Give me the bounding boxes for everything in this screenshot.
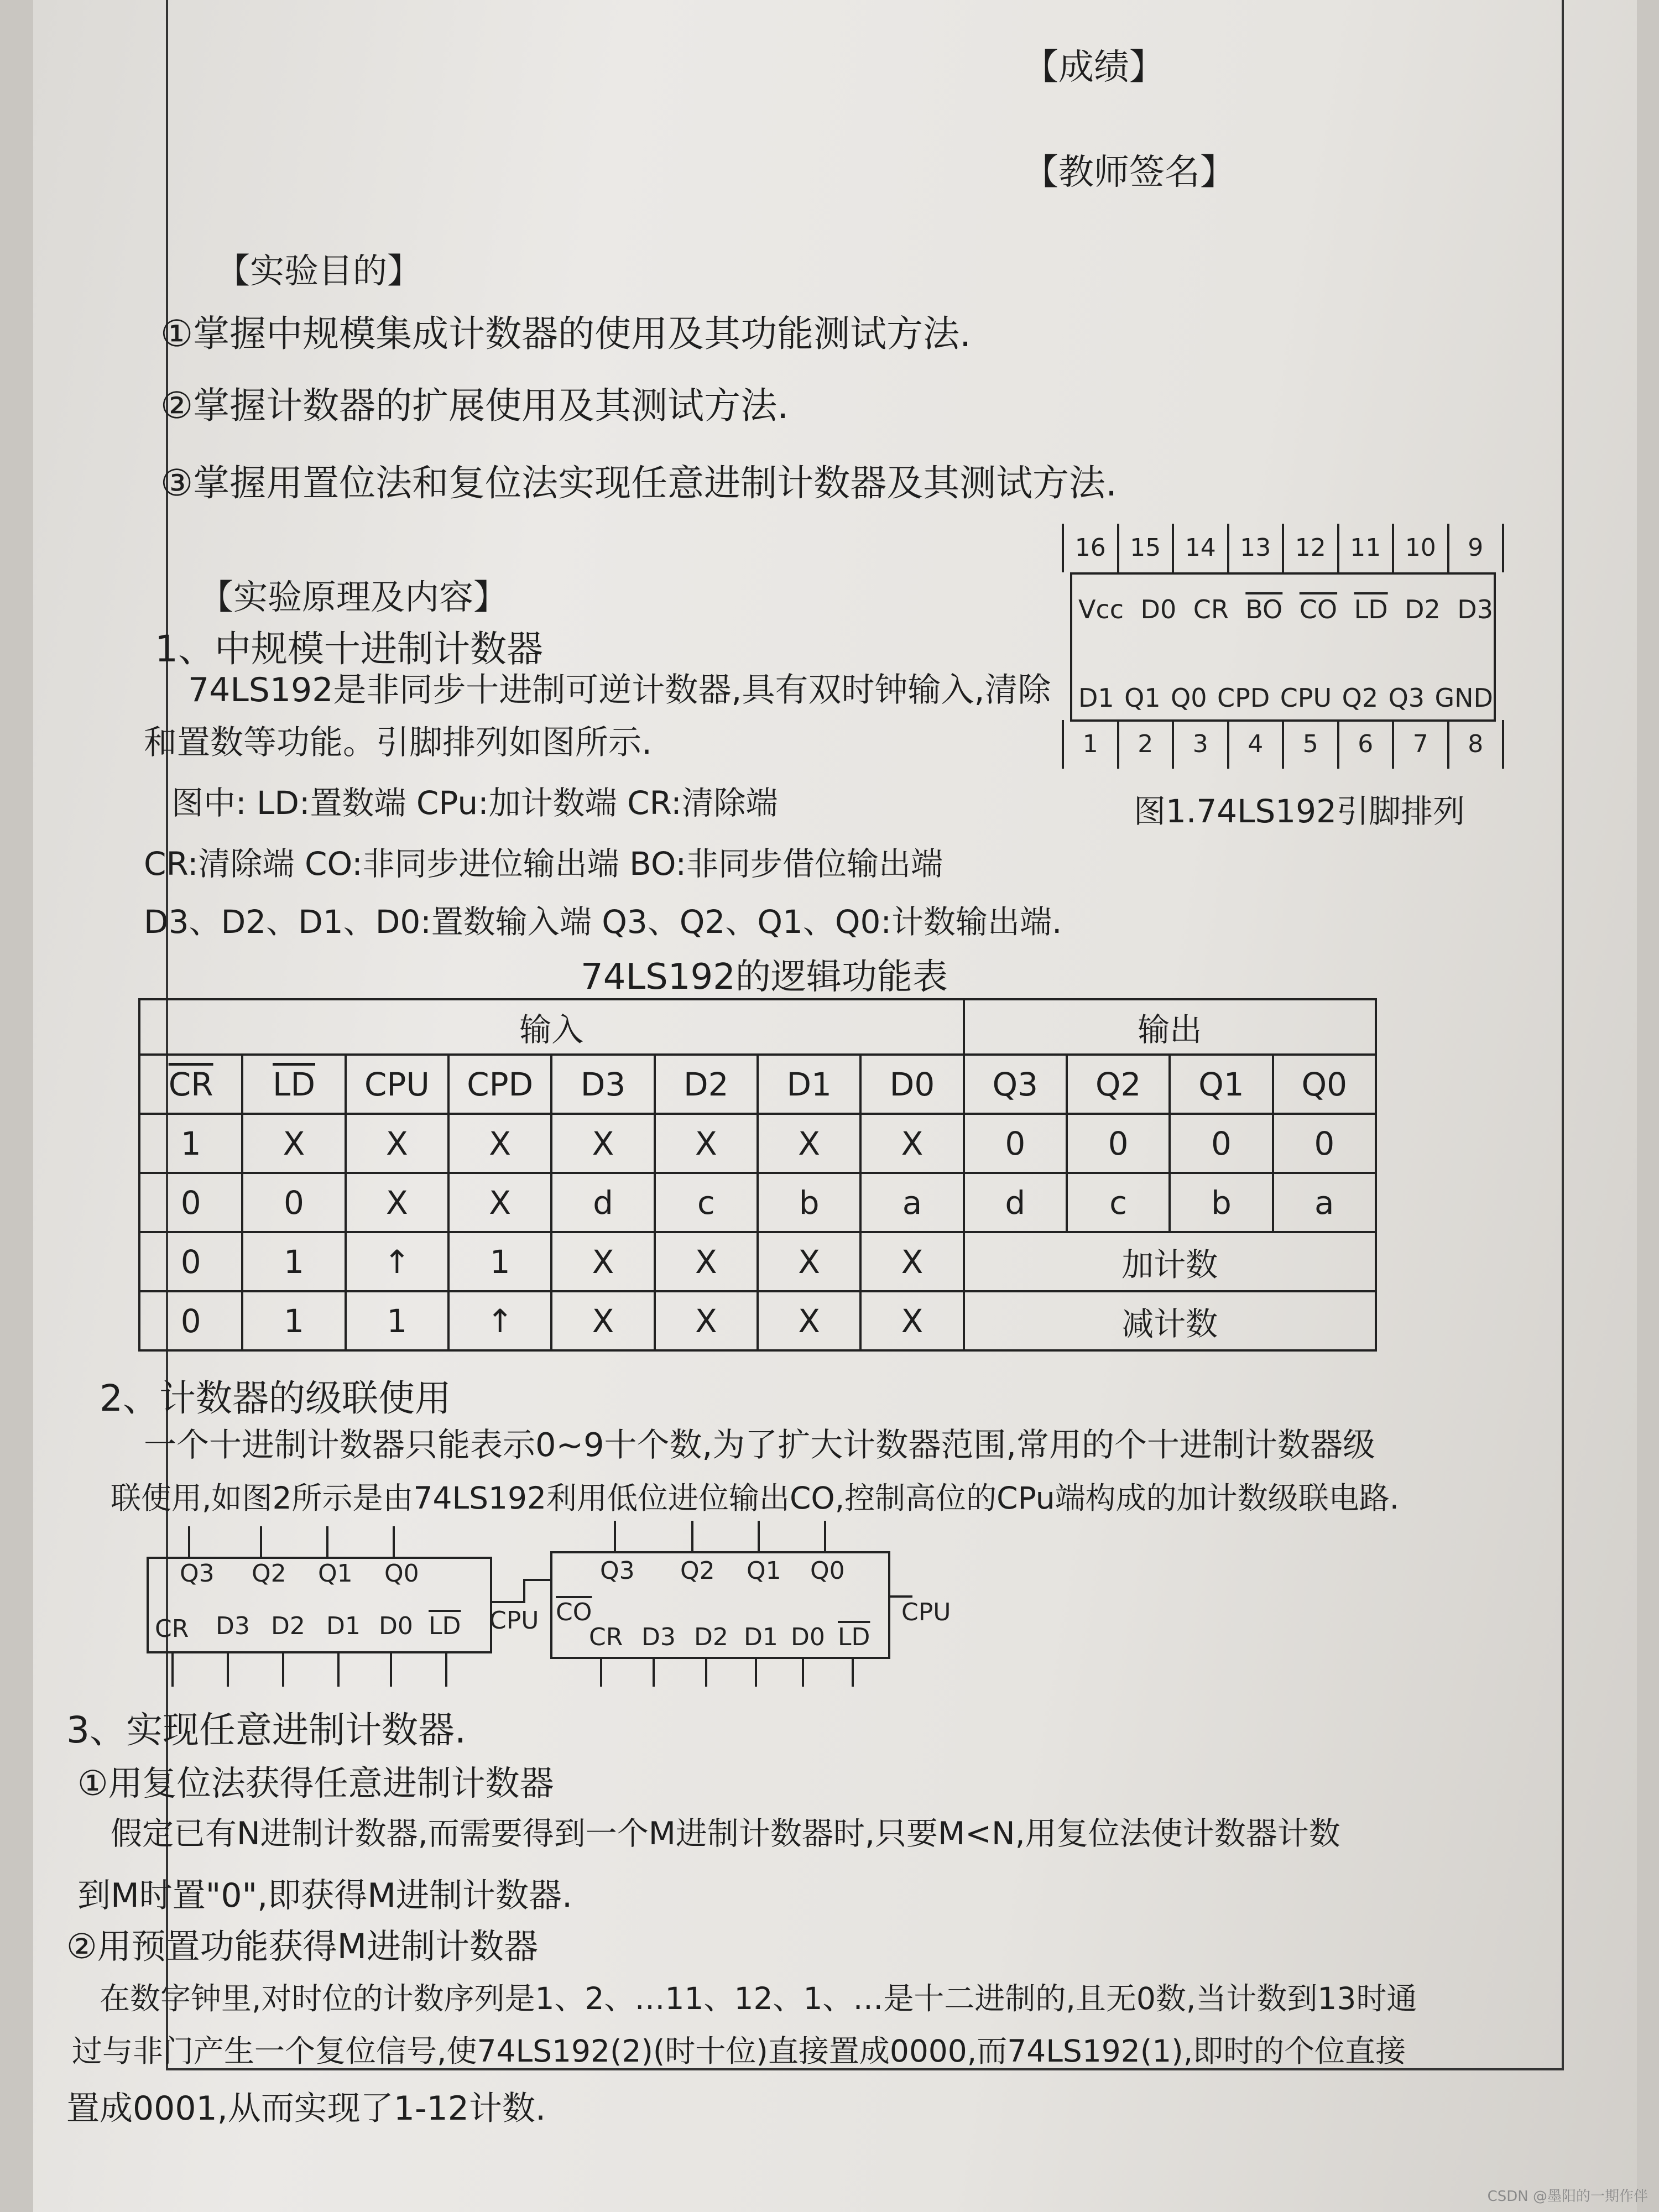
pin-line <box>802 1659 804 1687</box>
wire <box>890 1595 912 1598</box>
pin-line <box>755 1659 757 1687</box>
pin-label: $\overline{LD}$ <box>1354 594 1388 624</box>
pin-line <box>188 1526 190 1557</box>
chip2-cpu-label: CPU <box>901 1598 951 1626</box>
pin-number: 13 <box>1227 524 1282 572</box>
pin-number: 2 <box>1117 720 1172 769</box>
chip1-bottom-label: $\overline{LD}$ <box>429 1612 461 1640</box>
chip1-top-label: Q1 <box>318 1559 353 1588</box>
table-cell: 0 <box>1067 1114 1170 1173</box>
purpose-title: 【实验目的】 <box>216 251 422 291</box>
chip2-bottom-label: D1 <box>744 1623 778 1651</box>
section-2-para-2: 联使用,如图2所示是由74LS192利用低位进位输出CO,控制高位的CPu端构成的加计数级联电路. <box>111 1480 1400 1516</box>
truth-table <box>138 998 1377 1352</box>
table-cell: 0 <box>1170 1114 1272 1173</box>
table-cell: X <box>346 1114 448 1173</box>
pin-numbers-bottom <box>1062 720 1504 769</box>
pin-number: 6 <box>1337 720 1392 769</box>
table-cell: X <box>551 1232 654 1291</box>
chip2-bottom-label: D0 <box>791 1623 825 1651</box>
table-row <box>139 1291 1376 1350</box>
chip2-bottom-label: CR <box>589 1623 623 1651</box>
table-cell: b <box>1170 1173 1272 1232</box>
legend-line-2: CR:清除端 CO:非同步进位输出端 BO:非同步借位输出端 <box>144 845 943 883</box>
table-cell: d <box>551 1173 654 1232</box>
chip2-top-label: Q1 <box>747 1557 781 1585</box>
table-cell: c <box>1067 1173 1170 1232</box>
section-2-title: 2、计数器的级联使用 <box>100 1377 451 1420</box>
chip1-top-label: Q0 <box>384 1559 419 1588</box>
col-header: CPD <box>448 1055 551 1114</box>
pin-label: Vcc <box>1078 594 1124 624</box>
truth-table-title: 74LS192的逻辑功能表 <box>581 957 948 998</box>
method-2-para-3: 置成0001,从而实现了1-12计数. <box>66 2089 546 2128</box>
table-cell: 1 <box>448 1232 551 1291</box>
pin-line <box>227 1653 229 1687</box>
chip2-top-label: Q2 <box>680 1557 715 1585</box>
table-cell: X <box>758 1291 860 1350</box>
col-header: Q3 <box>964 1055 1067 1114</box>
pin-number: 3 <box>1172 720 1227 769</box>
table-cell: 0 <box>139 1232 242 1291</box>
pin-line <box>326 1526 328 1557</box>
pin-line <box>705 1659 707 1687</box>
table-row <box>139 1232 1376 1291</box>
section-1-para-b: 和置数等功能。引脚排列如图所示. <box>144 723 653 762</box>
table-cell: X <box>448 1114 551 1173</box>
method-1-para-2: 到M时置"0",即获得M进制计数器. <box>77 1876 573 1915</box>
pin-line <box>691 1521 693 1551</box>
pin-label: D2 <box>1405 594 1441 624</box>
pin-line <box>390 1653 392 1687</box>
chip2-co-label: $\overline{CO}$ <box>556 1598 592 1626</box>
table-cell-count-down: 减计数 <box>964 1291 1376 1350</box>
pin-line <box>445 1653 447 1687</box>
col-header: Q2 <box>1067 1055 1170 1114</box>
col-header: D1 <box>758 1055 860 1114</box>
table-cell: X <box>655 1232 758 1291</box>
pin-labels-top <box>1078 594 1493 624</box>
section-1-para-a: 74LS192是非同步十进制可逆计数器,具有双时钟输入,清除 <box>188 671 1051 709</box>
pin-label: Q0 <box>1171 683 1207 713</box>
method-2-para-1: 在数字钟里,对时位的计数序列是1、2、…11、12、1、…是十二进制的,且无0数,当计数到13时通 <box>100 1981 1417 2016</box>
table-cell: X <box>860 1114 963 1173</box>
pin-line <box>653 1659 655 1687</box>
purpose-item-1: ①掌握中规模集成计数器的使用及其功能测试方法. <box>160 312 972 355</box>
pin-label: Q1 <box>1124 683 1161 713</box>
pin-label: D0 <box>1140 594 1177 624</box>
pin-line <box>614 1521 616 1551</box>
col-header: $\overline{LD}$ <box>242 1055 345 1114</box>
section-2-para-1: 一个十进制计数器只能表示0~9十个数,为了扩大计数器范围,常用的个十进制计数器级 <box>144 1426 1376 1464</box>
table-cell: X <box>655 1291 758 1350</box>
chip2-bottom-label: D3 <box>641 1623 676 1651</box>
table-cell: X <box>346 1173 448 1232</box>
chip1-cpu-label: CPU <box>489 1606 539 1635</box>
table-row <box>139 1114 1376 1173</box>
pin-number: 1 <box>1062 720 1117 769</box>
col-header: Q1 <box>1170 1055 1272 1114</box>
col-header: $\overline{CR}$ <box>139 1055 242 1114</box>
chip1-bottom-label: D3 <box>216 1612 250 1640</box>
table-cell: 0 <box>964 1114 1067 1173</box>
chip1-top-label: Q2 <box>252 1559 286 1588</box>
table-cell: X <box>860 1291 963 1350</box>
pin-label: Q2 <box>1342 683 1379 713</box>
table-cell: X <box>448 1173 551 1232</box>
table-cell: a <box>860 1173 963 1232</box>
chip1-bottom-label: D2 <box>271 1612 305 1640</box>
method-1-title: ①用复位法获得任意进制计数器 <box>77 1763 554 1803</box>
pin-number: 14 <box>1172 524 1227 572</box>
col-header: Q0 <box>1273 1055 1376 1114</box>
pin-labels-bottom <box>1078 683 1493 713</box>
principle-title: 【实验原理及内容】 <box>199 577 508 617</box>
chip1-bottom-label: D0 <box>379 1612 413 1640</box>
section-1-title: 1、中规模十进制计数器 <box>155 628 543 670</box>
wire <box>523 1579 525 1603</box>
table-cell: X <box>860 1232 963 1291</box>
table-cell: 1 <box>346 1291 448 1350</box>
table-cell-count-up: 加计数 <box>964 1232 1376 1291</box>
table-cell: 1 <box>139 1114 242 1173</box>
watermark: CSDN @墨阳的一期作伴 <box>1487 2188 1648 2205</box>
table-cell: a <box>1273 1173 1376 1232</box>
pin-line <box>600 1659 602 1687</box>
legend-line-3: D3、D2、D1、D0:置数输入端 Q3、Q2、Q1、Q0:计数输出端. <box>144 903 1062 941</box>
chip1-bottom-label: CR <box>155 1615 189 1643</box>
legend-line-1: 图中: LD:置数端 CPu:加计数端 CR:清除端 <box>171 784 778 822</box>
pin-number: 12 <box>1282 524 1337 572</box>
chip1-top-label: Q3 <box>180 1559 215 1588</box>
table-cell: ↑ <box>448 1291 551 1350</box>
table-cell: X <box>242 1114 345 1173</box>
pin-number: 16 <box>1062 524 1117 572</box>
chip2-bottom-label: D2 <box>694 1623 728 1651</box>
chip1-bottom-label: D1 <box>326 1612 361 1640</box>
pin-line <box>758 1521 760 1551</box>
table-cell: X <box>551 1291 654 1350</box>
table-cell: X <box>655 1114 758 1173</box>
pin-label: CPU <box>1280 683 1332 713</box>
col-header: D3 <box>551 1055 654 1114</box>
pin-label: D1 <box>1078 683 1114 713</box>
pin-number: 11 <box>1337 524 1392 572</box>
pin-line <box>393 1526 395 1557</box>
table-cell: 0 <box>139 1173 242 1232</box>
col-header: CPU <box>346 1055 448 1114</box>
pin-number: 10 <box>1392 524 1447 572</box>
table-cell: X <box>758 1232 860 1291</box>
table-cell: 0 <box>242 1173 345 1232</box>
table-cell: b <box>758 1173 860 1232</box>
chip2-bottom-label: $\overline{LD}$ <box>838 1623 870 1651</box>
pin-label: Q3 <box>1388 683 1425 713</box>
table-cell: d <box>964 1173 1067 1232</box>
pin-number: 4 <box>1227 720 1282 769</box>
pin-label: D3 <box>1457 594 1493 624</box>
col-header: D2 <box>655 1055 758 1114</box>
table-cell: 1 <box>242 1291 345 1350</box>
pin-line <box>852 1659 854 1687</box>
method-2-title: ②用预置功能获得M进制计数器 <box>66 1926 539 1966</box>
wire <box>492 1601 525 1603</box>
section-3-title: 3、实现任意进制计数器. <box>66 1709 466 1751</box>
purpose-item-2: ②掌握计数器的扩展使用及其测试方法. <box>160 384 789 427</box>
method-1-para-1: 假定已有N进制计数器,而需要得到一个M进制计数器时,只要M<N,用复位法使计数器计数 <box>111 1815 1340 1852</box>
pin-line <box>337 1653 340 1687</box>
chip2-top-label: Q0 <box>810 1557 845 1585</box>
pin-numbers-top <box>1062 524 1504 572</box>
method-2-para-2: 过与非门产生一个复位信号,使74LS192(2)(时十位)直接置成0000,而74LS192(1),即时的个位直接 <box>72 2033 1406 2069</box>
pin-number: 5 <box>1282 720 1337 769</box>
wire <box>523 1579 551 1581</box>
pin-label: CR <box>1193 594 1229 624</box>
col-header: D0 <box>860 1055 963 1114</box>
table-cell: X <box>551 1114 654 1173</box>
table-cell: 0 <box>1273 1114 1376 1173</box>
pin-label: GND <box>1434 683 1493 713</box>
table-cell: X <box>758 1114 860 1173</box>
pin-label: $\overline{BO}$ <box>1245 594 1283 624</box>
pin-number: 8 <box>1447 720 1505 769</box>
pin-line <box>824 1521 826 1551</box>
purpose-item-3: ③掌握用置位法和复位法实现任意进制计数器及其测试方法. <box>160 462 1118 504</box>
pin-number: 9 <box>1447 524 1505 572</box>
table-row <box>139 1173 1376 1232</box>
pin-number: 15 <box>1117 524 1172 572</box>
pin-label: CPD <box>1217 683 1270 713</box>
pin-line <box>260 1526 262 1557</box>
grade-label: 【成绩】 <box>1023 47 1165 88</box>
table-cell: ↑ <box>346 1232 448 1291</box>
table-cell: c <box>655 1173 758 1232</box>
table-cell: 0 <box>139 1291 242 1350</box>
chip2-top-label: Q3 <box>600 1557 635 1585</box>
output-header: 输出 <box>964 999 1376 1055</box>
table-cell: 1 <box>242 1232 345 1291</box>
pin-label: $\overline{CO}$ <box>1299 594 1338 624</box>
teacher-sign-label: 【教师签名】 <box>1023 152 1235 193</box>
pin-line <box>171 1653 174 1687</box>
pin-number: 7 <box>1392 720 1447 769</box>
input-header: 输入 <box>139 999 964 1055</box>
pin-line <box>282 1653 284 1687</box>
pin-diagram-caption: 图1.74LS192引脚排列 <box>1134 792 1465 830</box>
